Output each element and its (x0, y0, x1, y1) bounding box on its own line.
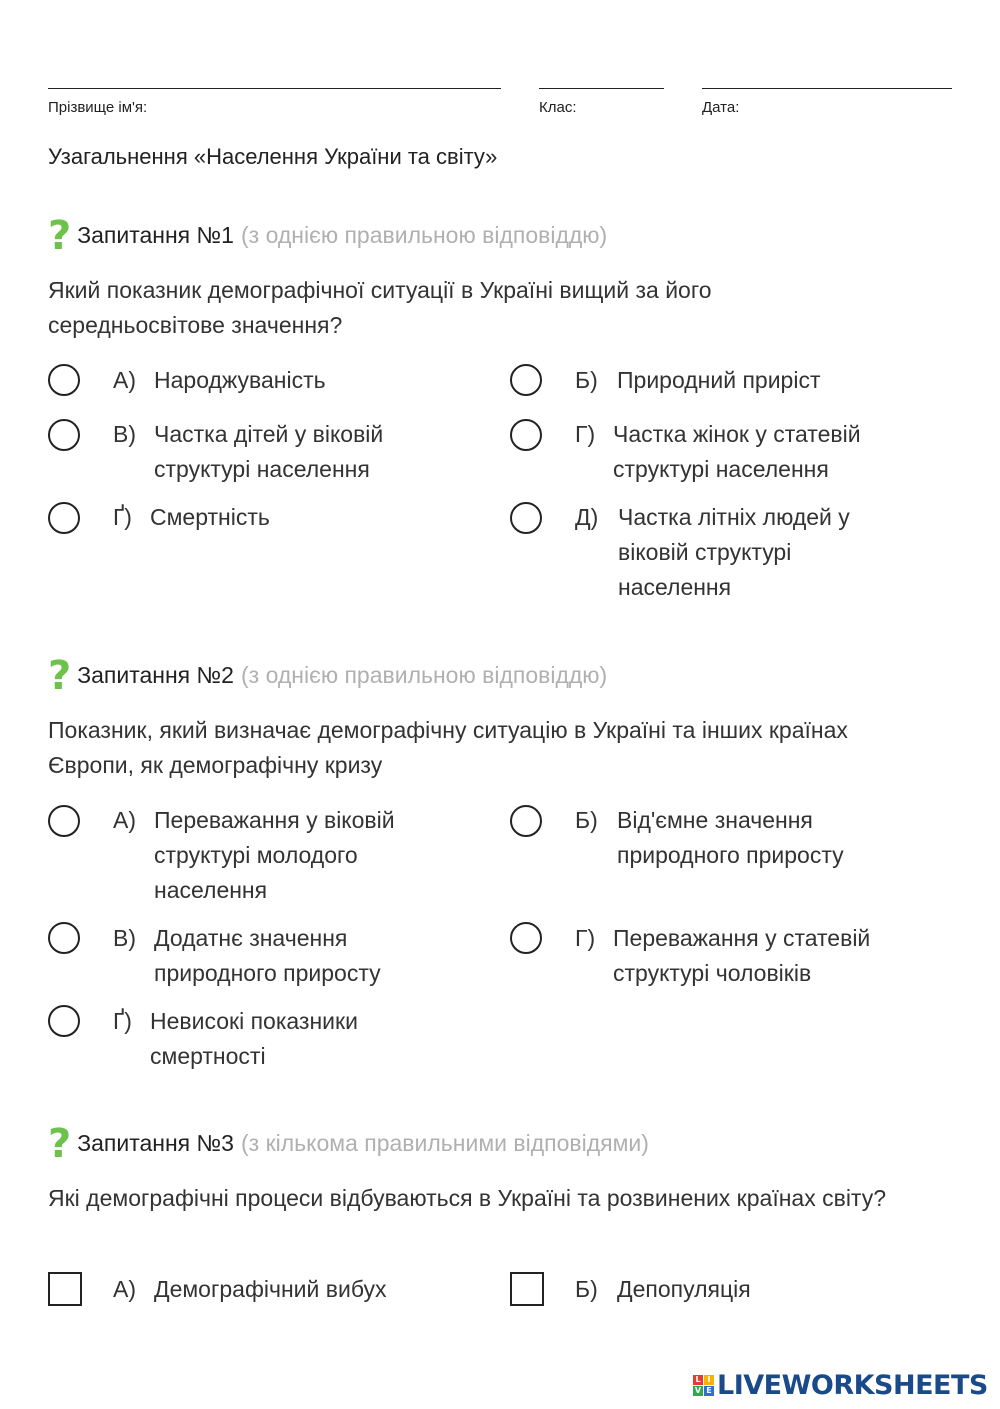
option-text: Переважання у віковій структурі молодого населення (154, 807, 395, 903)
question-title: Запитання №2 (77, 661, 234, 688)
option-text: Додатнє значення природного приросту (154, 925, 381, 986)
option-letter: Б) (575, 367, 598, 393)
radio-option-b[interactable] (510, 364, 542, 396)
option-letter: Б) (575, 1276, 598, 1302)
logo-text: LIVEWORKSHEETS (717, 1370, 988, 1401)
option-letter: Д) (575, 504, 599, 530)
name-line (48, 88, 501, 89)
radio-option-g[interactable] (48, 502, 80, 534)
option-text: Демографічний вибух (154, 1276, 387, 1302)
option-text: Частка жінок у статевій структурі населення (613, 421, 861, 482)
question-text: Який показник демографічної ситуації в Україні вищий за його середньосвітове значення? (48, 277, 712, 338)
class-label: Клас: (539, 99, 577, 116)
option-letter: Ґ) (113, 1008, 132, 1034)
option-letter: А) (113, 367, 136, 393)
logo-tile: I (704, 1375, 714, 1385)
date-line (702, 88, 952, 89)
option-letter: В) (113, 421, 136, 447)
option-letter: Г) (575, 421, 596, 447)
logo-tile: V (694, 1386, 702, 1395)
radio-option-h[interactable] (510, 922, 542, 954)
worksheet-title: Узагальнення «Населення України та світу» (48, 144, 498, 169)
option-letter: Б) (575, 807, 598, 833)
radio-option-v[interactable] (48, 419, 80, 451)
checkbox-option-b[interactable] (510, 1272, 544, 1306)
radio-option-h[interactable] (510, 419, 542, 451)
option-text: Депопуляція (617, 1276, 751, 1302)
logo-mark-icon (693, 1375, 714, 1396)
radio-option-d[interactable] (510, 502, 542, 534)
question-title: Запитання №3 (77, 1129, 234, 1156)
logo-tile: E (704, 1386, 714, 1396)
question-text: Показник, який визначає демографічну ситуацію в Україні та інших країнах Європи, як демографічну кризу (48, 717, 848, 778)
question-hint: (з однією правильною відповіддю) (240, 661, 608, 688)
option-letter: А) (113, 807, 136, 833)
question-mark-icon: ? (48, 213, 72, 259)
radio-option-g[interactable] (48, 1005, 80, 1037)
question-hint: (з однією правильною відповіддю) (240, 221, 608, 248)
question-mark-icon: ? (48, 1121, 72, 1167)
option-text: Народжуваність (154, 367, 326, 393)
question-title: Запитання №1 (77, 221, 234, 248)
option-text: Смертність (150, 504, 270, 530)
question-text: Які демографічні процеси відбуваються в Україні та розвинених країнах світу? (48, 1185, 887, 1211)
option-text: Частка дітей у віковій структурі населення (154, 421, 384, 482)
option-text: Частка літніх людей у віковій структурі населення (618, 504, 850, 600)
option-letter: Ґ) (113, 504, 132, 530)
logo-tile: L (693, 1375, 703, 1385)
option-text: Невисокі показники смертності (150, 1008, 358, 1069)
radio-option-v[interactable] (48, 922, 80, 954)
name-label: Прізвище ім'я: (48, 99, 148, 116)
liveworksheets-logo (693, 1370, 988, 1401)
checkbox-option-a[interactable] (48, 1272, 82, 1306)
option-text: Природний приріст (617, 367, 821, 393)
option-letter: В) (113, 925, 136, 951)
radio-option-a[interactable] (48, 805, 80, 837)
class-line (539, 88, 664, 89)
question-2-header (48, 653, 608, 699)
question-1-header (48, 213, 608, 259)
option-text: Переважання у статевій структурі чоловіків (613, 925, 871, 986)
date-label: Дата: (702, 99, 740, 116)
option-letter: Г) (575, 925, 596, 951)
question-3-header (48, 1121, 649, 1167)
option-text: Від'ємне значення природного приросту (617, 807, 844, 868)
question-hint: (з кількома правильними відповідями) (240, 1129, 649, 1156)
radio-option-a[interactable] (48, 364, 80, 396)
option-letter: А) (113, 1276, 136, 1302)
radio-option-b[interactable] (510, 805, 542, 837)
question-mark-icon: ? (48, 653, 72, 699)
